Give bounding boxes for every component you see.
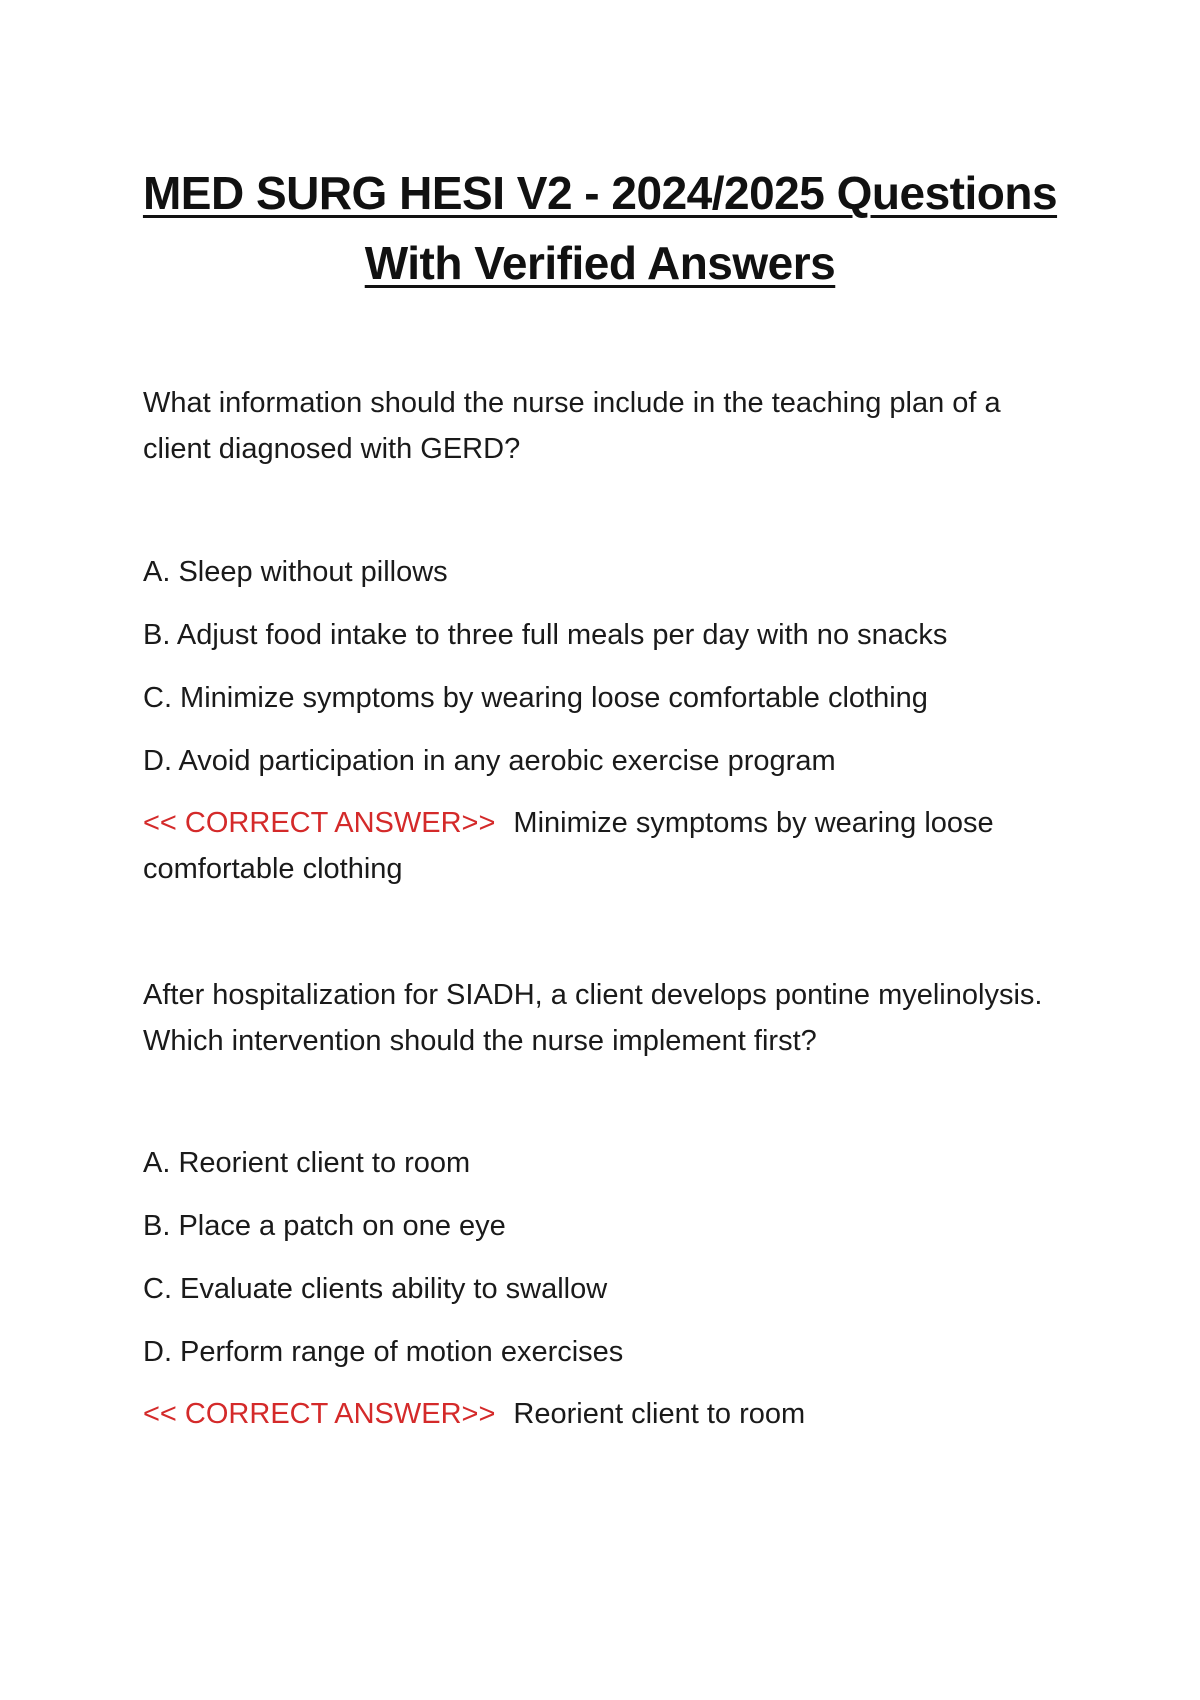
question-1-answer-text: Minimize symptoms by wearing loose comfortable clothing xyxy=(143,807,994,885)
question-2-block xyxy=(143,972,1063,1064)
question-1-option-d: D. Avoid participation in any aerobic exercise program xyxy=(143,745,836,777)
question-1-answer xyxy=(143,800,1043,892)
correct-answer-label: << CORRECT ANSWER>> xyxy=(143,1398,496,1430)
question-1-block xyxy=(143,380,1063,472)
question-1-option-a: A. Sleep without pillows xyxy=(143,556,448,588)
question-2-option-a: A. Reorient client to room xyxy=(143,1147,471,1179)
title-line-1: MED SURG HESI V2 - 2024/2025 Questions xyxy=(142,167,1058,219)
question-1-option-c: C. Minimize symptoms by wearing loose comfortable clothing xyxy=(143,682,928,714)
question-2-option-c: C. Evaluate clients ability to swallow xyxy=(143,1273,608,1305)
question-1-option-b: B. Adjust food intake to three full meals per day with no snacks xyxy=(143,619,948,651)
title-line-2: With Verified Answers xyxy=(364,237,836,289)
question-2-text: After hospitalization for SIADH, a client develops pontine myelinolysis. Which intervention should the nurse implement first? xyxy=(143,979,1043,1057)
question-2-answer xyxy=(143,1391,1043,1437)
question-2-option-d: D. Perform range of motion exercises xyxy=(143,1336,624,1368)
question-1-text: What information should the nurse include in the teaching plan of a client diagnosed with GERD? xyxy=(143,387,1001,465)
correct-answer-label: << CORRECT ANSWER>> xyxy=(143,807,496,839)
document-title xyxy=(100,158,1100,298)
question-2-option-b: B. Place a patch on one eye xyxy=(143,1210,506,1242)
question-2-answer-text: Reorient client to room xyxy=(513,1398,806,1430)
